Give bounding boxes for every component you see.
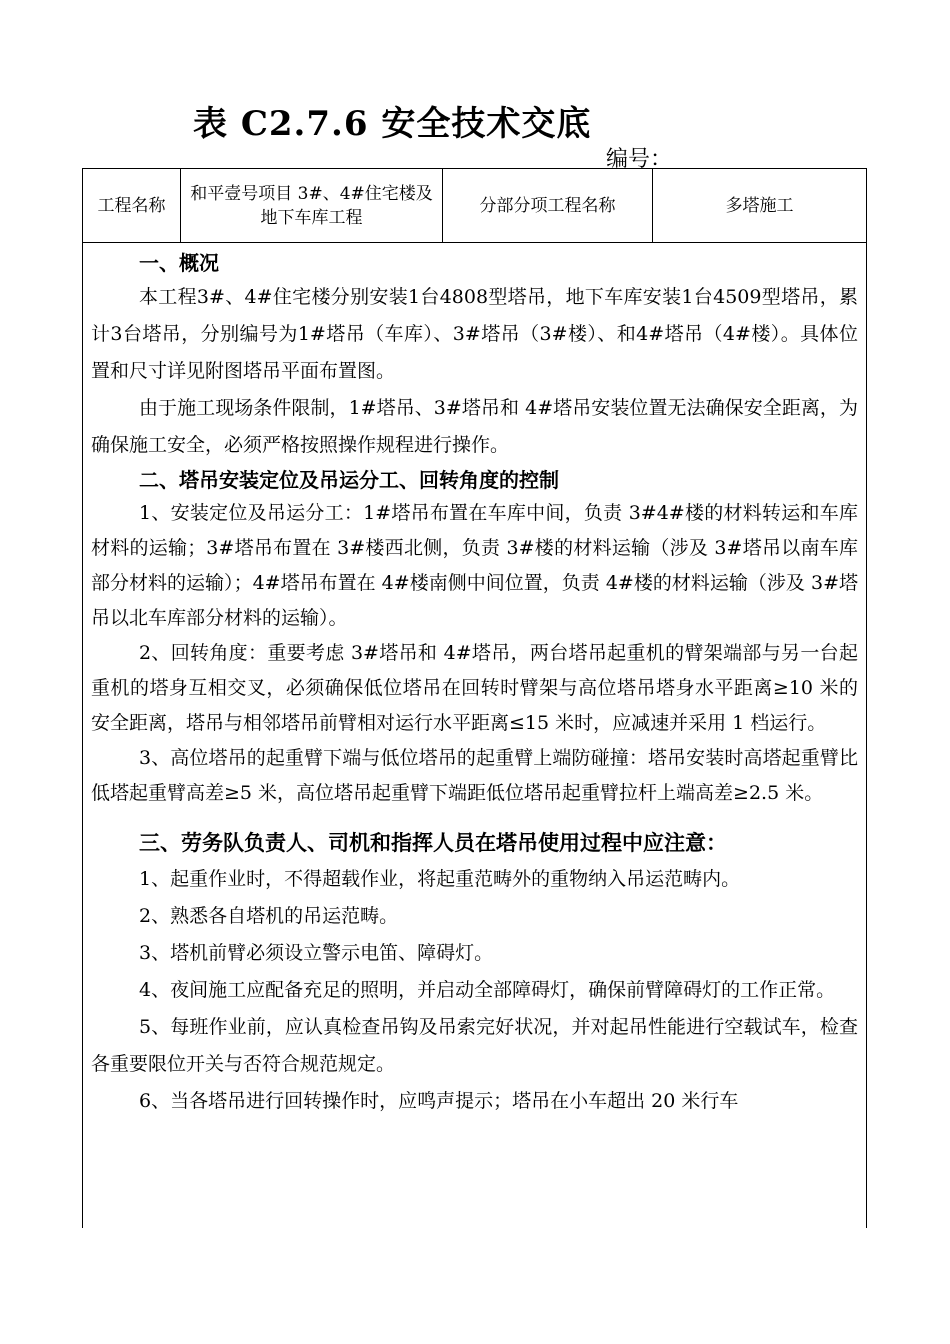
paragraph: 由于施工现场条件限制，1#塔吊、3#塔吊和 4#塔吊安装位置无法确保安全距离，为确保施工安全，必须严格按照操作规程进行操作。 [91, 397, 858, 456]
subproject-value: 多塔施工 [725, 195, 794, 216]
paragraph: 3、高位塔吊的起重臂下端与低位塔吊的起重臂上端防碰撞：塔吊安装时高塔起重臂比低塔起重臂高差≥5 米，高位塔吊起重臂下端距低位塔吊起重臂拉杆上端高差≥2.5 米。 [91, 747, 858, 804]
project-name-label: 工程名称 [83, 169, 181, 242]
form-header-row [83, 169, 866, 243]
paragraph: 5、每班作业前，应认真检查吊钩及吊索完好状况，并对起吊性能进行空载试车，检查各重要限位开关与否符合规范规定。 [91, 1016, 858, 1075]
paragraph: 6、当各塔吊进行回转操作时，应鸣声提示；塔吊在小车超出 20 米行车 [139, 1090, 739, 1112]
paragraph: 2、熟悉各自塔机的吊运范畴。 [139, 905, 399, 927]
document-number-label: 编号： [606, 147, 673, 172]
document-title: 表 C2.7.6 安全技术交底 [193, 104, 592, 144]
project-name-value: 和平壹号项目 3#、4#住宅楼及地下车库工程 [181, 169, 443, 242]
form-content [83, 243, 866, 1120]
section-heading-overview: 一、概况 [139, 251, 219, 275]
section-heading-positioning: 二、塔吊安装定位及吊运分工、回转角度的控制 [139, 468, 559, 492]
paragraph: 2、回转角度：重要考虑 3#塔吊和 4#塔吊，两台塔吊起重机的臂架端部与另一台起重机的塔身互相交叉，必须确保低位塔吊在回转时臂架与高位塔吊塔身水平距离≥10 米的安全距离，塔吊与相邻塔吊前臂相对运行水平距离≤15 米时，应减速并采用 1 档运行。 [91, 642, 858, 734]
paragraph: 4、夜间施工应配备充足的照明，并启动全部障碍灯，确保前臂障碍灯的工作正常。 [139, 979, 836, 1001]
section-heading-precautions: 三、劳务队负责人、司机和指挥人员在塔吊使用过程中应注意： [139, 830, 727, 855]
paragraph: 1、安装定位及吊运分工：1#塔吊布置在车库中间，负责 3#4#楼的材料转运和车库材料的运输；3#塔吊布置在 3#楼西北侧，负责 3#楼的材料运输（涉及 3#塔吊以南车库部分材料的运输）；4#塔吊布置在 4#楼南侧中间位置，负责 4#楼的材料运输（涉及 3#塔吊以北车库部分材料的运输）。 [91, 502, 858, 629]
disclosure-form [82, 168, 867, 1228]
subproject-label: 分部分项工程名称 [443, 169, 653, 242]
paragraph: 3、塔机前臂必须设立警示电笛、障碍灯。 [139, 942, 494, 964]
paragraph: 本工程3#、4#住宅楼分别安装1台4808型塔吊，地下车库安装1台4509型塔吊，累计3台塔吊，分别编号为1#塔吊（车库）、3#塔吊（3#楼）、和4#塔吊（4#楼）。具体位置和尺寸详见附图塔吊平面布置图。 [91, 286, 858, 382]
paragraph: 1、起重作业时，不得超载作业，将起重范畴外的重物纳入吊运范畴内。 [139, 868, 741, 890]
